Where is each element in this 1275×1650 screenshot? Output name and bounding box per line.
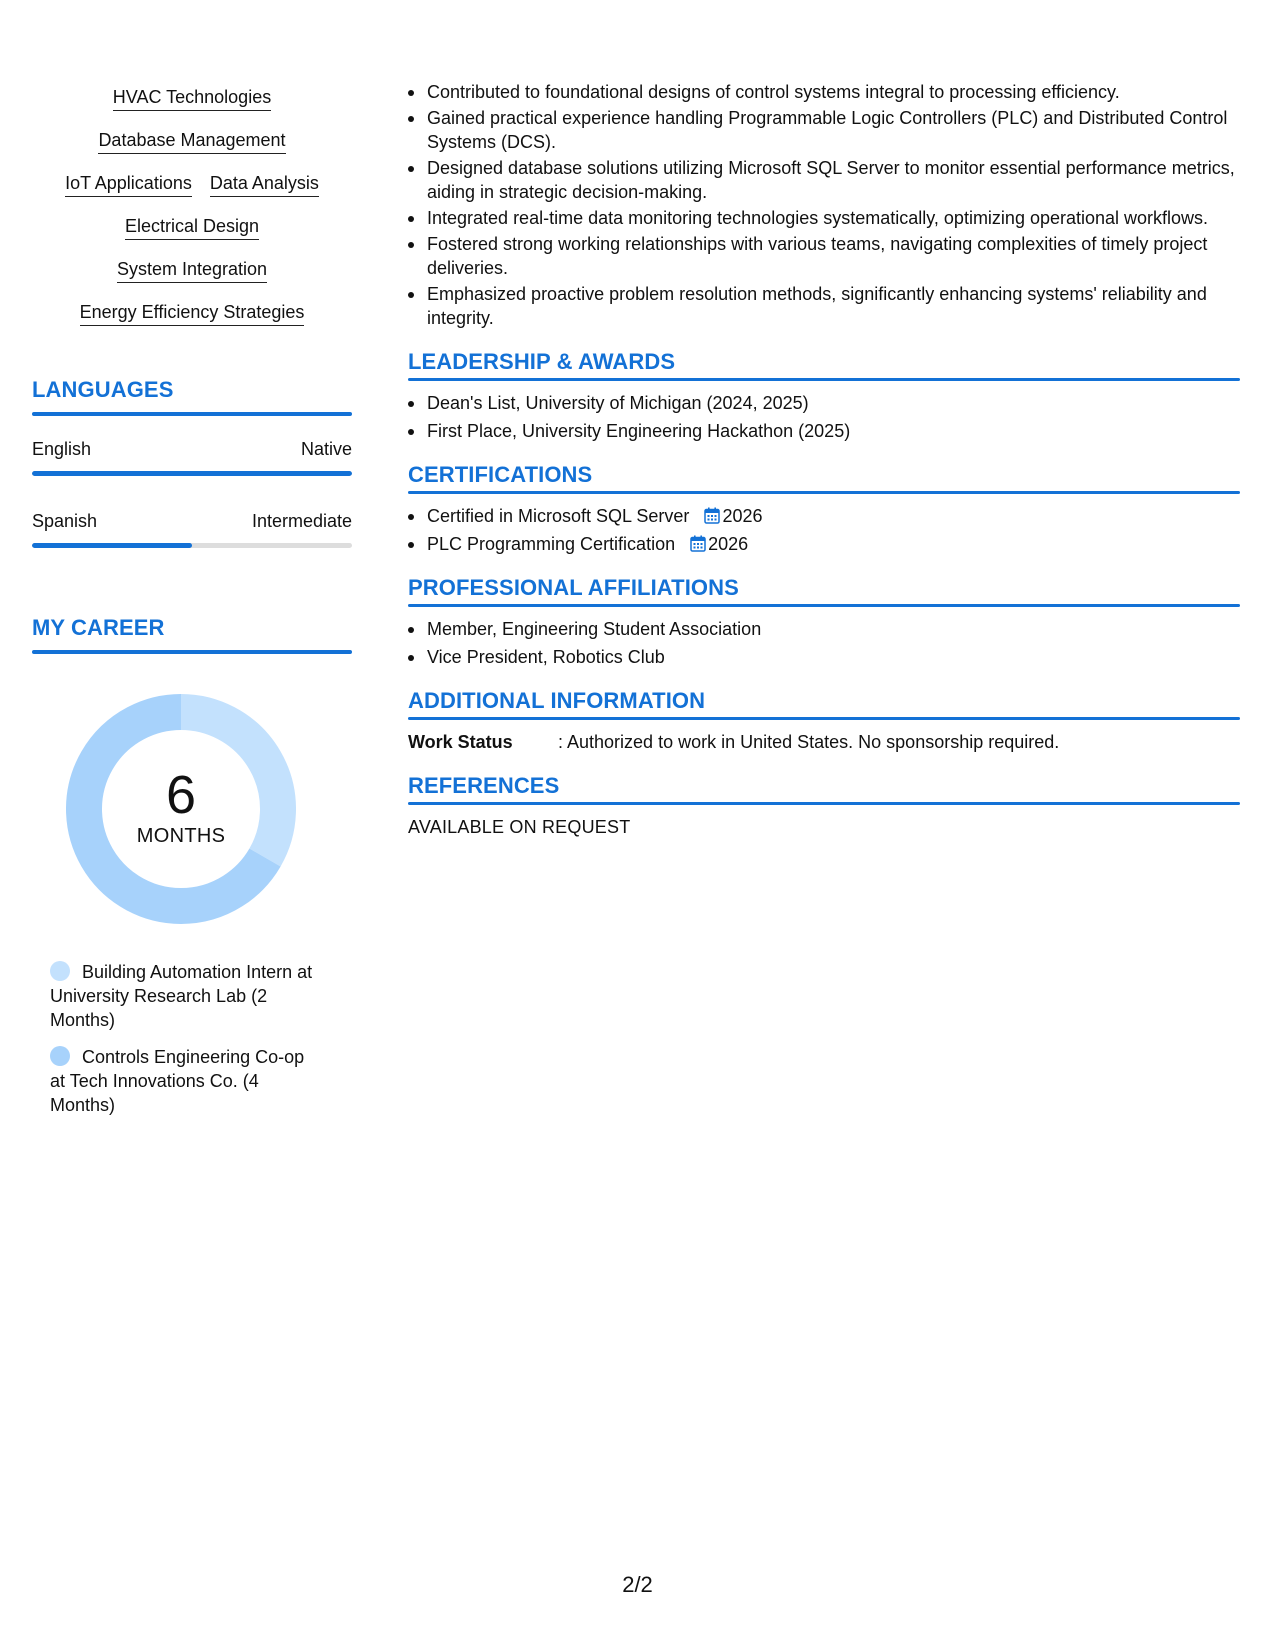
skill-tag: IoT Applications xyxy=(65,172,192,197)
career-section xyxy=(32,614,352,1117)
certifications-section xyxy=(408,461,1240,556)
references-heading: REFERENCES xyxy=(408,773,560,798)
section-divider xyxy=(408,802,1240,805)
leadership-item: Dean's List, University of Michigan (2024, 2025) xyxy=(408,391,1240,415)
language-proficiency-fill xyxy=(32,543,192,548)
calendar-icon xyxy=(704,507,720,524)
skill-tag: System Integration xyxy=(117,258,267,283)
affiliations-section xyxy=(408,574,1240,669)
certification-year: 2026 xyxy=(708,534,749,554)
work-status-row xyxy=(408,730,1240,754)
skills-list xyxy=(32,80,352,326)
donut-center-label xyxy=(66,694,296,924)
legend-dot-icon xyxy=(50,1046,70,1066)
language-name: Spanish xyxy=(32,511,98,531)
career-heading: MY CAREER xyxy=(32,615,165,640)
references-section xyxy=(408,772,1240,839)
legend-item xyxy=(50,1045,320,1117)
affiliation-item: Member, Engineering Student Association xyxy=(408,617,1240,641)
page-number: 2/2 xyxy=(622,1572,653,1597)
left-column xyxy=(32,80,352,1130)
section-divider xyxy=(32,412,352,416)
additional-info-section xyxy=(408,687,1240,754)
leadership-section xyxy=(408,348,1240,443)
experience-bullet-list xyxy=(408,80,1240,330)
experience-bullet: Designed database solutions utilizing Microsoft SQL Server to monitor essential performance metrics, aiding in strategic decision-making. xyxy=(408,156,1240,204)
language-proficiency-fill xyxy=(32,471,352,476)
certifications-list xyxy=(408,504,1240,556)
experience-bullet: Gained practical experience handling Programmable Logic Controllers (PLC) and Distributed Control Systems (DCS). xyxy=(408,106,1240,154)
legend-label: Building Automation Intern at University Research Lab (2 Months) xyxy=(50,962,313,1030)
certification-item xyxy=(408,504,1240,528)
leadership-item: First Place, University Engineering Hackathon (2025) xyxy=(408,419,1240,443)
language-proficiency-bar xyxy=(32,543,352,548)
skill-tag: Energy Efficiency Strategies xyxy=(80,301,305,326)
language-item xyxy=(32,438,352,476)
experience-bullet: Emphasized proactive problem resolution methods, significantly enhancing systems' reliability and integrity. xyxy=(408,282,1240,330)
languages-section xyxy=(32,376,352,548)
right-column xyxy=(408,80,1240,839)
language-item xyxy=(32,510,352,548)
section-divider xyxy=(408,604,1240,607)
affiliations-heading: PROFESSIONAL AFFILIATIONS xyxy=(408,575,739,600)
section-divider xyxy=(408,491,1240,494)
language-name: English xyxy=(32,439,92,459)
skill-tag: Database Management xyxy=(98,129,285,154)
certification-item xyxy=(408,532,1240,556)
experience-bullet: Contributed to foundational designs of control systems integral to processing efficiency. xyxy=(408,80,1240,104)
certification-name: PLC Programming Certification xyxy=(427,534,676,554)
section-divider xyxy=(408,717,1240,720)
legend-label: Controls Engineering Co-op at Tech Innovations Co. (4 Months) xyxy=(50,1047,305,1115)
career-donut-chart xyxy=(66,694,296,924)
career-total-number: 6 xyxy=(165,765,197,825)
additional-info-heading: ADDITIONAL INFORMATION xyxy=(408,688,706,713)
section-divider xyxy=(32,650,352,654)
legend-item xyxy=(50,960,320,1032)
experience-bullet: Fostered strong working relationships with various teams, navigating complexities of timely project deliveries. xyxy=(408,232,1240,280)
legend-dot-icon xyxy=(50,961,70,981)
skill-tag: Data Analysis xyxy=(210,172,319,197)
certification-name: Certified in Microsoft SQL Server xyxy=(427,506,690,526)
leadership-heading: LEADERSHIP & AWARDS xyxy=(408,349,676,374)
references-text: AVAILABLE ON REQUEST xyxy=(408,817,631,837)
language-level: Intermediate xyxy=(251,511,352,531)
work-status-value: : Authorized to work in United States. No sponsorship required. xyxy=(558,732,1060,752)
calendar-icon xyxy=(690,535,706,552)
work-status-label: Work Status xyxy=(408,732,513,752)
language-level: Native xyxy=(300,439,352,459)
experience-bullet: Integrated real-time data monitoring technologies systematically, optimizing operational workflows. xyxy=(408,206,1240,230)
leadership-list xyxy=(408,391,1240,443)
certifications-heading: CERTIFICATIONS xyxy=(408,462,593,487)
skill-tag: Electrical Design xyxy=(125,215,259,240)
career-total-unit: MONTHS xyxy=(136,825,226,847)
skill-tag: HVAC Technologies xyxy=(113,86,271,111)
affiliation-item: Vice President, Robotics Club xyxy=(408,645,1240,669)
languages-heading: LANGUAGES xyxy=(32,377,174,402)
certification-year: 2026 xyxy=(722,506,763,526)
language-proficiency-bar xyxy=(32,471,352,476)
career-legend xyxy=(50,960,320,1117)
affiliations-list xyxy=(408,617,1240,669)
section-divider xyxy=(408,378,1240,381)
